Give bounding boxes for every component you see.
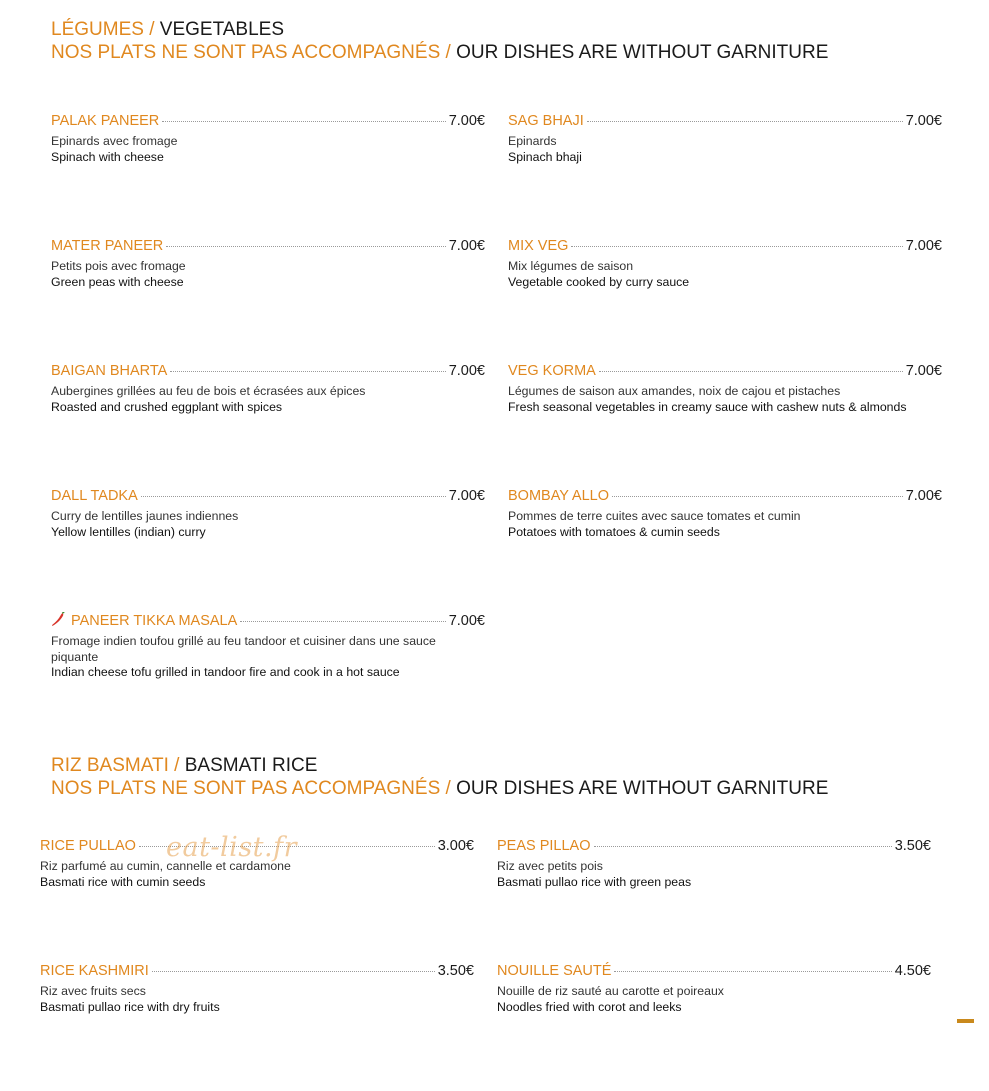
item-name: RICE KASHMIRI xyxy=(40,963,149,979)
chili-pepper-icon xyxy=(51,612,65,627)
item-price: 7.00€ xyxy=(905,363,942,379)
dot-leader xyxy=(141,496,446,497)
item-desc-fr: Epinards xyxy=(508,134,557,148)
item-desc-fr: Légumes de saison aux amandes, noix de cajou et pistaches xyxy=(508,384,841,398)
garniture-note xyxy=(51,41,828,64)
item-price: 7.00€ xyxy=(448,363,485,379)
item-desc-fr: Petits pois avec fromage xyxy=(51,259,186,273)
item-desc-fr: Fromage indien toufou grillé au feu tandoor et cuisiner dans une sauce piquante xyxy=(51,634,436,664)
item-price: 3.50€ xyxy=(437,963,474,979)
item-desc-en: Spinach with cheese xyxy=(51,149,164,164)
item-price: 7.00€ xyxy=(905,238,942,254)
dot-leader xyxy=(594,846,892,847)
item-desc-en: Noodles fried with corot and leeks xyxy=(497,999,682,1014)
item-price: 3.50€ xyxy=(894,838,931,854)
item-name: RICE PULLAO xyxy=(40,838,136,854)
item-desc-en: Basmati rice with cumin seeds xyxy=(40,874,206,889)
item-desc-fr: Epinards avec fromage xyxy=(51,134,178,148)
menu-item-nouille-saute xyxy=(497,962,931,1015)
section-title-fr: LÉGUMES / xyxy=(51,19,155,40)
item-desc-en: Fresh seasonal vegetables in creamy sauce with cashew nuts & almonds xyxy=(508,399,907,414)
item-name: VEG KORMA xyxy=(508,363,596,379)
item-price: 7.00€ xyxy=(448,238,485,254)
corner-mark xyxy=(957,1019,974,1023)
item-price: 4.50€ xyxy=(894,963,931,979)
dot-leader xyxy=(152,971,435,972)
item-name: PALAK PANEER xyxy=(51,113,160,129)
dot-leader xyxy=(571,246,902,247)
item-name: NOUILLE SAUTÉ xyxy=(497,963,612,979)
watermark: eat-list.fr xyxy=(166,832,298,863)
item-desc-en: Green peas with cheese xyxy=(51,274,184,289)
item-desc-fr: Nouille de riz sauté au carotte et poireaux xyxy=(497,984,724,998)
section-title xyxy=(51,18,828,41)
item-price: 7.00€ xyxy=(448,488,485,504)
item-desc-fr: Riz avec fruits secs xyxy=(40,984,146,998)
dot-leader xyxy=(240,621,445,622)
item-desc-en: Spinach bhaji xyxy=(508,149,582,164)
item-name: MATER PANEER xyxy=(51,238,164,254)
menu-item-rice-kashmiri xyxy=(40,962,474,1015)
dot-leader xyxy=(162,121,445,122)
item-desc-en: Basmati pullao rice with dry fruits xyxy=(40,999,220,1014)
item-name: MIX VEG xyxy=(508,238,569,254)
menu-item-baigan-bharta xyxy=(51,362,485,415)
item-desc-en: Roasted and crushed eggplant with spices xyxy=(51,399,283,414)
dot-leader xyxy=(166,246,445,247)
section-title-en: VEGETABLES xyxy=(159,19,285,40)
dot-leader xyxy=(612,496,903,497)
garniture-note-fr: NOS PLATS NE SONT PAS ACCOMPAGNÉS / xyxy=(51,778,451,799)
item-desc-fr: Riz parfumé au cumin, cannelle et cardamone xyxy=(40,859,291,873)
menu-item-mix-veg xyxy=(508,237,942,290)
menu-item-peas-pillao xyxy=(497,837,931,890)
menu-item-paneer-tikka-masala xyxy=(51,612,485,681)
item-desc-en: Yellow lentilles (indian) curry xyxy=(51,524,206,539)
item-price: 7.00€ xyxy=(448,113,485,129)
menu-item-palak-paneer xyxy=(51,112,485,165)
menu-item-dall-tadka xyxy=(51,487,485,540)
item-name: SAG BHAJI xyxy=(508,113,584,129)
item-price: 7.00€ xyxy=(905,488,942,504)
item-desc-fr: Curry de lentilles jaunes indiennes xyxy=(51,509,239,523)
item-price: 7.00€ xyxy=(905,113,942,129)
item-desc-fr: Mix légumes de saison xyxy=(508,259,634,273)
dot-leader xyxy=(170,371,445,372)
garniture-note-en: OUR DISHES ARE WITHOUT GARNITURE xyxy=(456,778,829,799)
item-desc-fr: Pommes de terre cuites avec sauce tomates et cumin xyxy=(508,509,801,523)
item-desc-en: Indian cheese tofu grilled in tandoor fire and cook in a hot sauce xyxy=(51,665,400,679)
menu-item-veg-korma xyxy=(508,362,942,415)
dot-leader xyxy=(587,121,903,122)
item-desc-en: Potatoes with tomatoes & cumin seeds xyxy=(508,524,720,539)
item-desc-fr: Aubergines grillées au feu de bois et écrasées aux épices xyxy=(51,384,366,398)
menu-item-mater-paneer xyxy=(51,237,485,290)
garniture-note-en: OUR DISHES ARE WITHOUT GARNITURE xyxy=(456,42,829,63)
item-name: DALL TADKA xyxy=(51,488,138,504)
garniture-note xyxy=(51,777,828,800)
item-name: PEAS PILLAO xyxy=(497,838,591,854)
item-name: PANEER TIKKA MASALA xyxy=(71,613,238,629)
item-price: 7.00€ xyxy=(448,613,485,629)
item-desc-en: Basmati pullao rice with green peas xyxy=(497,874,692,889)
section-title-en: BASMATI RICE xyxy=(184,755,318,776)
dot-leader xyxy=(614,971,891,972)
section-title-fr: RIZ BASMATI / xyxy=(51,755,180,776)
menu-item-sag-bhaji xyxy=(508,112,942,165)
menu-item-bombay-allo xyxy=(508,487,942,540)
item-desc-en: Vegetable cooked by curry sauce xyxy=(508,274,690,289)
section-title xyxy=(51,754,828,777)
item-name: BOMBAY ALLO xyxy=(508,488,610,504)
item-name: BAIGAN BHARTA xyxy=(51,363,168,379)
item-price: 3.00€ xyxy=(437,838,474,854)
item-desc-fr: Riz avec petits pois xyxy=(497,859,603,873)
basmati-rice-section-header xyxy=(51,754,828,800)
garniture-note-fr: NOS PLATS NE SONT PAS ACCOMPAGNÉS / xyxy=(51,42,451,63)
dot-leader xyxy=(599,371,903,372)
vegetables-section-header xyxy=(51,18,828,64)
